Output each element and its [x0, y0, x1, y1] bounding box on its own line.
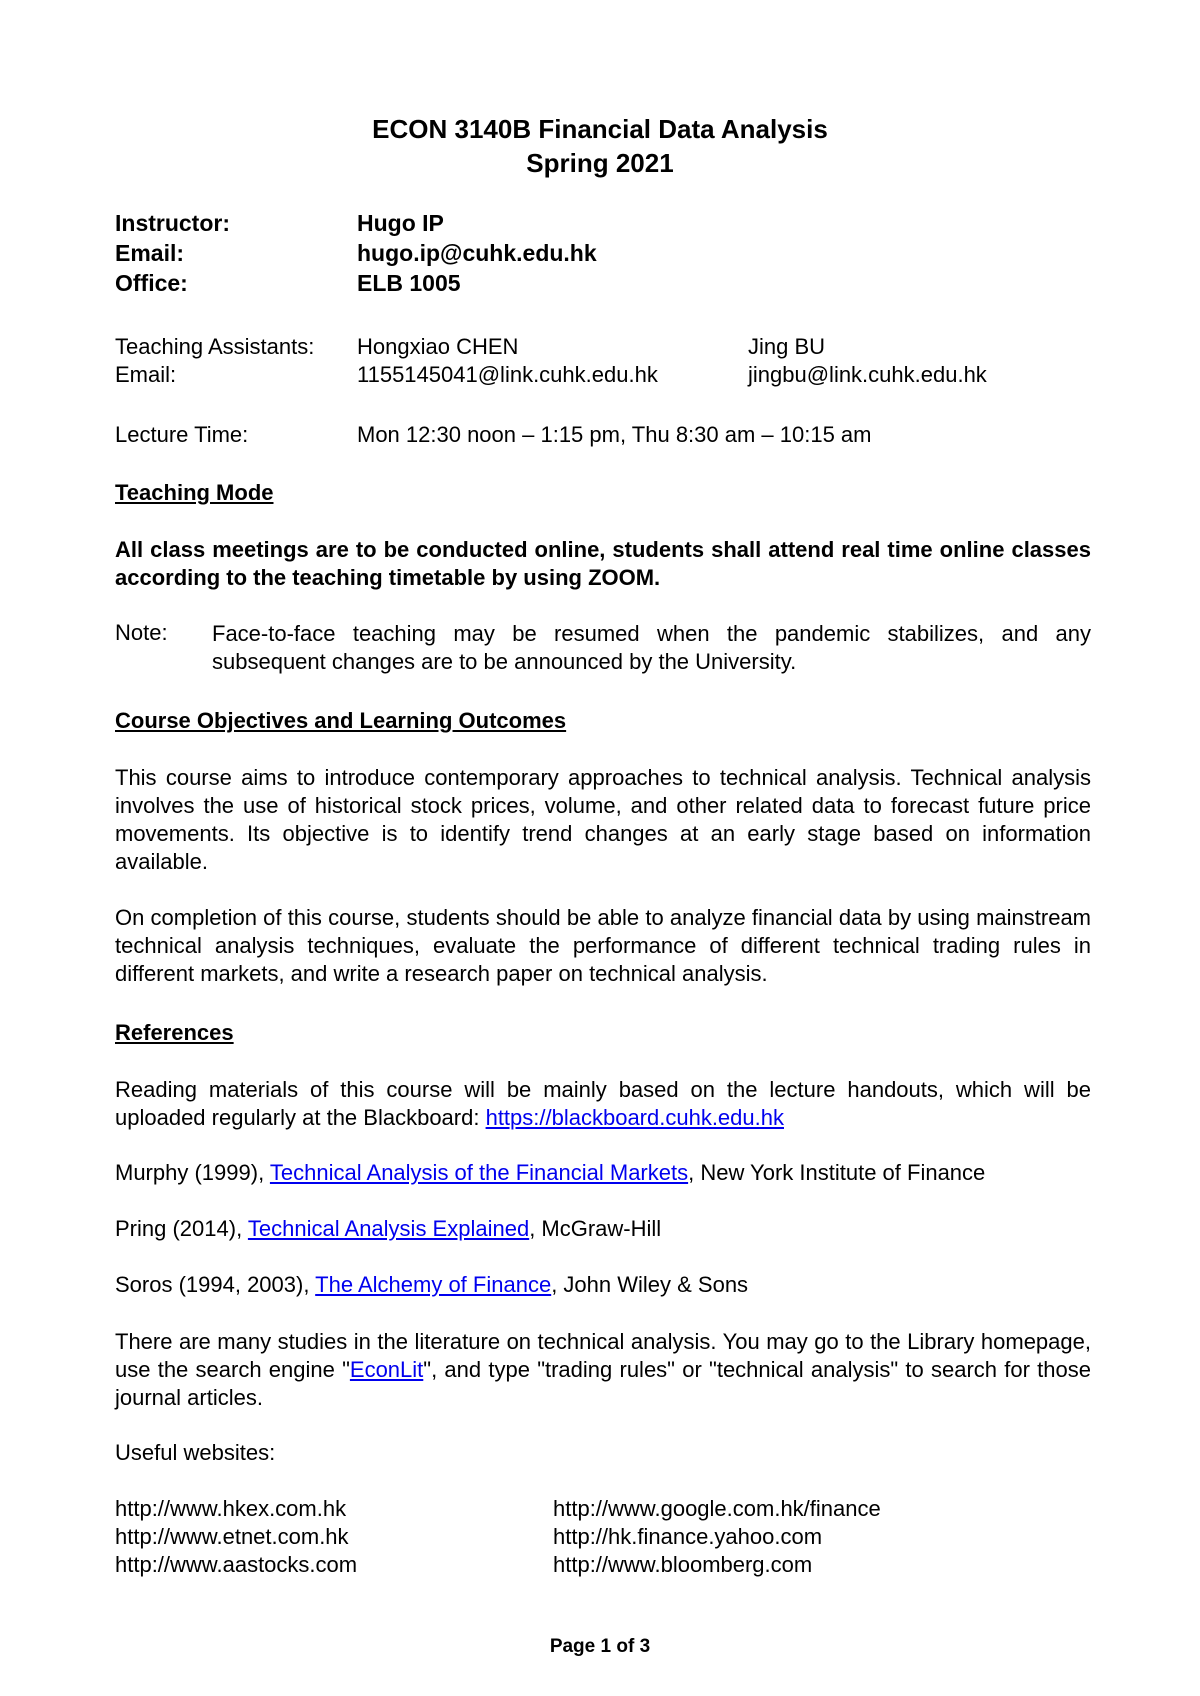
instructor-email: hugo.ip@cuhk.edu.hk: [357, 240, 597, 266]
reference-murphy-prefix: Murphy (1999),: [115, 1160, 270, 1185]
page-footer: [0, 1636, 1200, 1658]
library-paragraph: [115, 1328, 1091, 1412]
reference-soros-suffix: , John Wiley & Sons: [551, 1272, 749, 1297]
econlit-link[interactable]: EconLit: [349, 1357, 424, 1382]
reference-murphy: [115, 1160, 985, 1186]
website-hkex: http://www.hkex.com.hk: [115, 1496, 347, 1521]
reference-pring: [115, 1216, 661, 1242]
references-heading: References: [115, 1020, 234, 1045]
reference-pring-suffix: , McGraw-Hill: [529, 1216, 662, 1241]
references-intro: [115, 1076, 1091, 1132]
reference-pring-title-link[interactable]: Technical Analysis Explained: [247, 1216, 530, 1241]
website-bloomberg: http://www.bloomberg.com: [553, 1552, 813, 1577]
references-intro-text: Reading materials of this course will be mainly based on the lecture handouts, which will be uploaded regularly at the Blackboard:: [115, 1077, 1091, 1130]
footer-page-total: 3: [639, 1636, 651, 1657]
course-term: Spring 2021: [526, 148, 674, 178]
library-text-after: ", and type "trading rules" or "technical analysis" to search for those journal articles.: [115, 1357, 1091, 1410]
useful-websites-label: Useful websites:: [115, 1440, 276, 1465]
objectives-paragraph-2: On completion of this course, students should be able to analyze financial data by using mainstream technical analysis techniques, evaluate the performance of different technical trading rules in different markets, and write a research paper on technical analysis.: [115, 905, 1091, 986]
teaching-mode-statement: All class meetings are to be conducted online, students shall attend real time online classes according to the teaching timetable by using ZOOM.: [115, 537, 1091, 590]
note-label: Note:: [115, 620, 168, 645]
office-value: ELB 1005: [357, 270, 461, 296]
objectives-paragraph-1: This course aims to introduce contemporary approaches to technical analysis. Technical analysis involves the use of historical stock prices, volume, and other related data to forecast future price movements. Its objective is to identify trend changes at an early stage based on information available.: [115, 765, 1091, 874]
website-google-finance: http://www.google.com.hk/finance: [553, 1496, 881, 1521]
ta-email-label: Email:: [115, 362, 177, 387]
teaching-mode-heading: Teaching Mode: [115, 480, 274, 505]
reference-murphy-title-link[interactable]: Technical Analysis of the Financial Markets: [269, 1160, 689, 1185]
ta2-name: Jing BU: [748, 334, 826, 359]
objectives-heading: Course Objectives and Learning Outcomes: [115, 708, 567, 733]
website-etnet: http://www.etnet.com.hk: [115, 1524, 349, 1549]
library-text-before: There are many studies in the literature on technical analysis. You may go to the Library homepage, use the search engine ": [115, 1329, 1091, 1382]
blackboard-link[interactable]: https://blackboard.cuhk.edu.hk: [485, 1105, 784, 1130]
reference-pring-prefix: Pring (2014),: [115, 1216, 248, 1241]
course-title: ECON 3140B Financial Data Analysis: [372, 114, 828, 144]
instructor-name: Hugo IP: [357, 210, 444, 236]
instructor-label: Instructor:: [115, 210, 230, 236]
ta2-email: jingbu@link.cuhk.edu.hk: [748, 362, 987, 387]
lecture-time-label: Lecture Time:: [115, 422, 249, 447]
reference-soros-title-link[interactable]: The Alchemy of Finance: [315, 1272, 552, 1297]
footer-of-word: of: [616, 1636, 635, 1657]
office-label: Office:: [115, 270, 188, 296]
website-yahoo-finance: http://hk.finance.yahoo.com: [553, 1524, 823, 1549]
note-text: Face-to-face teaching may be resumed when the pandemic stabilizes, and any subsequent changes are to be announced by the University.: [212, 621, 1091, 674]
website-aastocks: http://www.aastocks.com: [115, 1552, 358, 1577]
reference-murphy-suffix: , New York Institute of Finance: [688, 1160, 986, 1185]
lecture-time-value: Mon 12:30 noon – 1:15 pm, Thu 8:30 am – 10:15 am: [357, 422, 872, 447]
reference-soros: [115, 1272, 748, 1298]
ta-label: Teaching Assistants:: [115, 334, 315, 359]
footer-page-word: Page: [549, 1636, 596, 1657]
ta1-name: Hongxiao CHEN: [357, 334, 519, 359]
reference-soros-prefix: Soros (1994, 2003),: [115, 1272, 316, 1297]
ta1-email: 1155145041@link.cuhk.edu.hk: [357, 362, 658, 387]
instructor-email-label: Email:: [115, 240, 185, 266]
footer-page-number: 1: [600, 1636, 612, 1657]
